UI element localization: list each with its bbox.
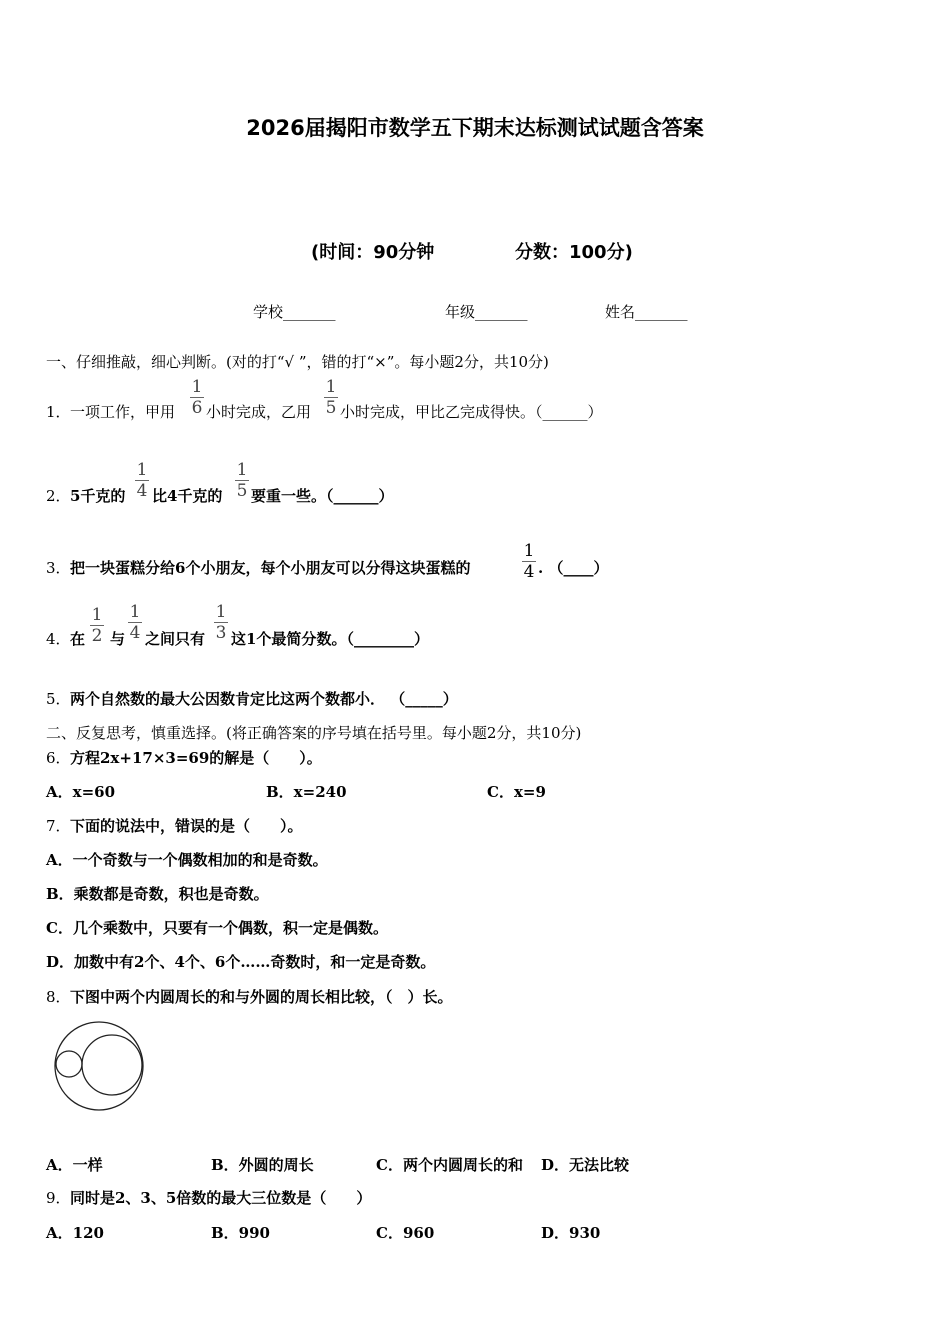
denominator: 2 bbox=[91, 626, 103, 646]
numerator: 1 bbox=[215, 602, 227, 622]
q6-option-a: A．x=60 bbox=[46, 783, 116, 801]
numerator: 1 bbox=[236, 460, 248, 480]
q4-fraction-3 bbox=[214, 603, 228, 642]
q6-option-c: C．x=9 bbox=[487, 783, 546, 801]
numerator: 1 bbox=[191, 377, 203, 397]
q8-text: 下图中两个内圆周长的和与外圆的周长相比较，（ ）长。 bbox=[70, 988, 453, 1006]
denominator: 4 bbox=[136, 481, 148, 501]
q8-option-b: B．外圆的周长 bbox=[211, 1156, 314, 1174]
q4-text-a: 在 bbox=[70, 630, 86, 648]
q8-option-c: C．两个内圆周长的和 bbox=[376, 1156, 523, 1174]
denominator: 4 bbox=[129, 623, 141, 643]
q3-text-b: . （____） bbox=[538, 559, 609, 577]
denominator: 5 bbox=[236, 481, 248, 501]
q9-number: 9． bbox=[46, 1189, 71, 1207]
q5-number: 5． bbox=[46, 690, 71, 708]
grade-field: 年级_______ bbox=[445, 303, 528, 321]
numerator: 1 bbox=[136, 460, 148, 480]
denominator: 3 bbox=[215, 623, 227, 643]
q3-number: 3． bbox=[46, 559, 71, 577]
q2-text-a: 5千克的 bbox=[70, 487, 126, 505]
numerator: 1 bbox=[129, 602, 141, 622]
q1-fraction-1 bbox=[190, 378, 204, 417]
q2-text-c: 要重一些。（______） bbox=[251, 487, 394, 505]
exam-time: (时间：90分钟 bbox=[311, 242, 435, 263]
exam-score: 分数：100分) bbox=[515, 242, 633, 263]
q4-fraction-1 bbox=[90, 606, 104, 645]
outer-circle bbox=[55, 1022, 143, 1110]
page-title: 2026届揭阳市数学五下期末达标测试试题含答案 bbox=[246, 116, 704, 140]
q7-option-d: D．加数中有2个、4个、6个……奇数时，和一定是奇数。 bbox=[46, 953, 436, 971]
q7-number: 7． bbox=[46, 817, 71, 835]
q8-option-a: A．一样 bbox=[46, 1156, 103, 1174]
numerator: 1 bbox=[91, 605, 103, 625]
q5-text: 两个自然数的最大公因数肯定比这两个数都小． （_____） bbox=[70, 690, 458, 708]
q6-number: 6． bbox=[46, 749, 71, 767]
q8-option-d: D．无法比较 bbox=[541, 1156, 630, 1174]
q7-option-a: A．一个奇数与一个偶数相加的和是奇数。 bbox=[46, 851, 328, 869]
q4-number: 4． bbox=[46, 630, 71, 648]
q2-fraction-2 bbox=[235, 461, 249, 500]
inner-circle-large bbox=[82, 1035, 142, 1095]
q7-text: 下面的说法中，错误的是（ ）。 bbox=[70, 817, 303, 835]
q2-text-b: 比4千克的 bbox=[152, 487, 223, 505]
q1-text-b: 小时完成，乙用 bbox=[206, 403, 312, 421]
q4-text-d: 这1个最简分数。（________） bbox=[231, 630, 429, 648]
q9-text: 同时是2、3、5倍数的最大三位数是（ ） bbox=[70, 1189, 372, 1207]
q6-text: 方程2x+17×3=69的解是（ ）。 bbox=[70, 749, 322, 767]
numerator: 1 bbox=[523, 541, 535, 561]
q7-option-c: C．几个乘数中，只要有一个偶数，积一定是偶数。 bbox=[46, 919, 388, 937]
q4-text-c: 之间只有 bbox=[145, 630, 206, 648]
school-field: 学校_______ bbox=[253, 303, 336, 321]
numerator: 1 bbox=[325, 377, 337, 397]
q2-fraction-1 bbox=[135, 461, 149, 500]
q9-option-b: B．990 bbox=[211, 1224, 270, 1242]
q6-option-b: B．x=240 bbox=[266, 783, 347, 801]
q9-option-a: A．120 bbox=[46, 1224, 104, 1242]
q3-text-a: 把一块蛋糕分给6个小朋友，每个小朋友可以分得这块蛋糕的 bbox=[70, 559, 471, 577]
q4-fraction-2 bbox=[128, 603, 142, 642]
denominator: 5 bbox=[325, 398, 337, 418]
q2-number: 2． bbox=[46, 487, 71, 505]
q1-fraction-2 bbox=[324, 378, 338, 417]
inner-circle-small bbox=[56, 1051, 82, 1077]
q1-number: 1． bbox=[46, 403, 71, 421]
name-field: 姓名_______ bbox=[605, 303, 688, 321]
q4-text-b: 与 bbox=[110, 630, 126, 648]
q1-text-a: 一项工作，甲用 bbox=[70, 403, 176, 421]
circles-figure bbox=[48, 1016, 150, 1116]
section2-header: 二、反复思考，慎重选择。(将正确答案的序号填在括号里。每小题2分，共10分) bbox=[46, 724, 582, 742]
q9-option-d: D．930 bbox=[541, 1224, 601, 1242]
denominator: 4 bbox=[523, 562, 535, 582]
q9-option-c: C．960 bbox=[376, 1224, 435, 1242]
denominator: 6 bbox=[191, 398, 203, 418]
q1-text-c: 小时完成，甲比乙完成得快。（______） bbox=[340, 403, 603, 421]
q8-number: 8． bbox=[46, 988, 71, 1006]
q3-fraction-1 bbox=[522, 542, 536, 581]
q7-option-b: B．乘数都是奇数，积也是奇数。 bbox=[46, 885, 269, 903]
section1-header: 一、仔细推敲，细心判断。(对的打“√ ”，错的打“×”。每小题2分，共10分) bbox=[46, 353, 549, 371]
